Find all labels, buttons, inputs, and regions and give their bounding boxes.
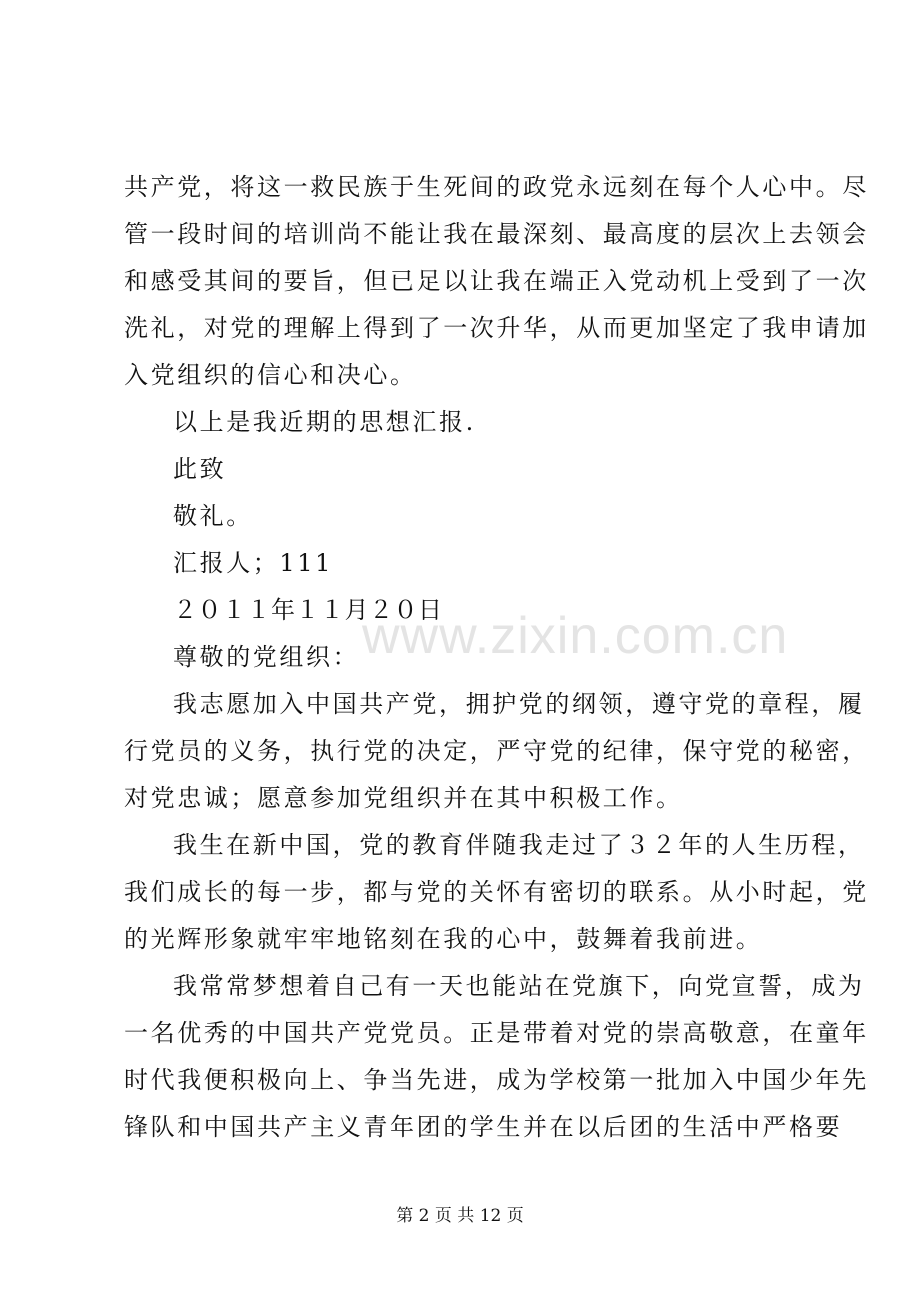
paragraph-line: 的光辉形象就牢牢地铭刻在我的心中，鼓舞着我前进。 <box>124 925 763 953</box>
signature-line: 汇报人；111 <box>173 549 334 577</box>
greeting-line: 尊敬的党组织： <box>173 643 360 671</box>
watermark: www.zixin.com.cn <box>362 607 789 665</box>
paragraph-line: 我们成长的每一步，都与党的关怀有密切的联系。从小时起，党 <box>124 878 869 906</box>
paragraph-line: 我生在新中国，党的教育伴随我走过了３２年的人生历程， <box>173 831 865 859</box>
paragraph-line: 行党员的义务，执行党的决定，严守党的纪律，保守党的秘密， <box>124 737 869 765</box>
paragraph-line: 我常常梦想着自己有一天也能站在党旗下，向党宣誓，成为 <box>173 972 865 1000</box>
paragraph-line: 我志愿加入中国共产党，拥护党的纲领，遵守党的章程，履 <box>173 690 865 718</box>
paragraph-line: 共产党，将这一救民族于生死间的政党永远刻在每个人心中。尽 <box>124 173 869 201</box>
paragraph-line: 时代我便积极向上、争当先进，成为学校第一批加入中国少年先 <box>124 1066 869 1094</box>
paragraph-line: 对党忠诚；愿意参加党组织并在其中积极工作。 <box>124 784 683 812</box>
salutation-line: 敬礼。 <box>173 502 253 530</box>
page-number-footer: 第 2 页 共 12 页 <box>396 1206 524 1226</box>
closing-line: 以上是我近期的思想汇报. <box>173 408 476 436</box>
document-body <box>124 164 869 1151</box>
paragraph-line: 和感受其间的要旨，但已足以让我在端正入党动机上受到了一次 <box>124 267 869 295</box>
paragraph-line: 锋队和中国共产主义青年团的学生并在以后团的生活中严格要 <box>124 1113 843 1141</box>
paragraph-line: 洗礼，对党的理解上得到了一次升华，从而更加坚定了我申请加 <box>124 314 869 342</box>
salutation-line: 此致 <box>173 455 227 483</box>
paragraph-line: 管一段时间的培训尚不能让我在最深刻、最高度的层次上去领会 <box>124 220 869 248</box>
date-line: ２０１１年１１月２０日 <box>173 596 443 624</box>
paragraph-line: 一名优秀的中国共产党党员。正是带着对党的崇高敬意，在童年 <box>124 1019 869 1047</box>
paragraph-line: 入党组织的信心和决心。 <box>124 361 417 389</box>
